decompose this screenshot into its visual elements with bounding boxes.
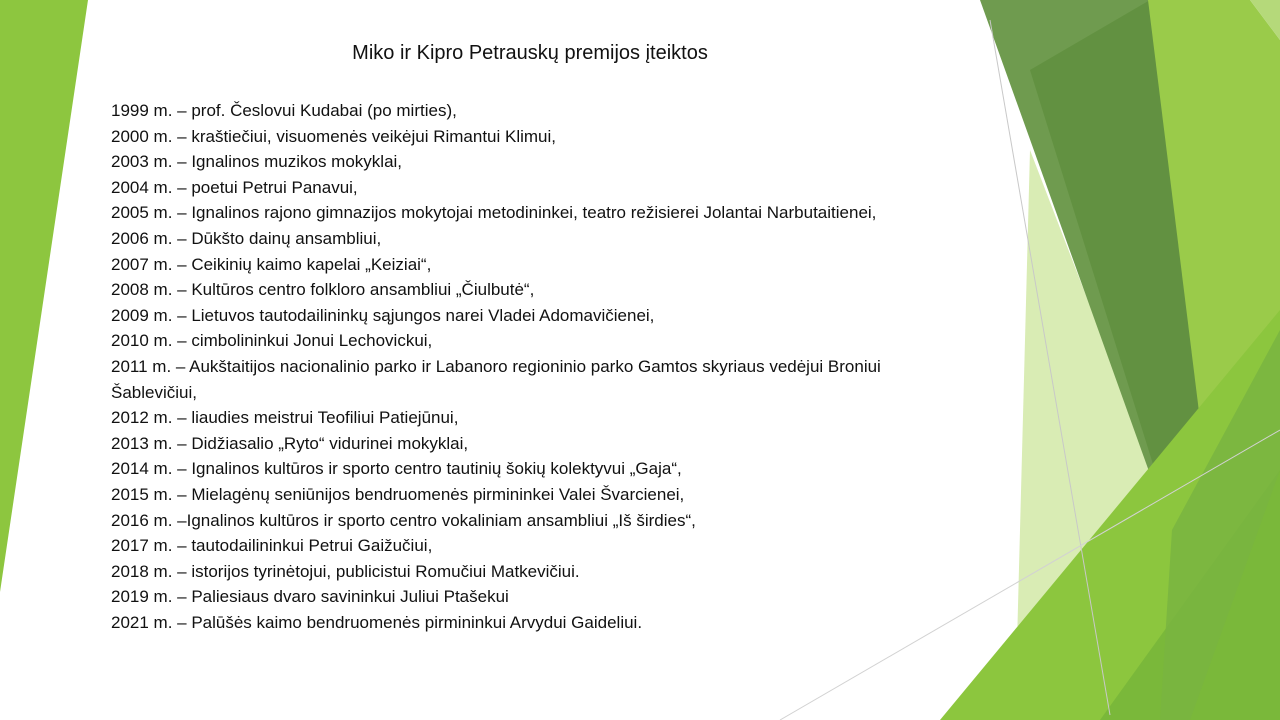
thin-line-1 xyxy=(990,20,1110,715)
award-item: 2010 m. – cimbolininkui Jonui Lechovickui, xyxy=(111,331,433,351)
award-item: 2013 m. – Didžiasalio „Ryto“ vidurinei mokyklai, xyxy=(111,433,469,453)
bottom-green-triangle xyxy=(940,310,1280,720)
right-olive-dark-facet xyxy=(1030,0,1235,525)
bottom-mid-facet xyxy=(1100,470,1280,720)
award-item: 2009 m. – Lietuvos tautodailininkų sąjungos narei Vladei Adomavičienei, xyxy=(111,305,655,325)
award-item: 2008 m. – Kultūros centro folkloro ansambliui „Čiulbutė“, xyxy=(111,280,535,300)
award-item: 2003 m. – Ignalinos muzikos mokyklai, xyxy=(111,152,403,172)
right-bright-strip xyxy=(1148,0,1280,560)
left-green-shard xyxy=(0,0,88,592)
right-top-corner xyxy=(1250,0,1280,40)
award-item: 2015 m. – Mielagėnų seniūnijos bendruomenės pirmininkei Valei Švarcienei, xyxy=(111,484,685,504)
award-item: 1999 m. – prof. Česlovui Kudabai (po mirties), xyxy=(111,101,457,120)
award-item: 2012 m. – liaudies meistrui Teofiliui Patiejūnui, xyxy=(111,408,459,428)
award-item: 2000 m. – kraštiečiui, visuomenės veikėjui Rimantui Klimui, xyxy=(111,126,557,146)
award-item: 2021 m. – Palūšės kaimo bendruomenės pirmininkui Arvydui Gaideliui. xyxy=(111,612,643,632)
right-light-facet xyxy=(1015,150,1180,720)
award-item: 2006 m. – Dūkšto dainų ansambliui, xyxy=(111,228,382,248)
award-item: 2014 m. – Ignalinos kultūros ir sporto centro tautinių šokių kolektyvui „Gaja“, xyxy=(111,459,682,479)
bottom-dark-sliver xyxy=(1160,330,1280,720)
award-item: 2018 m. – istorijos tyrinėtojui, publicistui Romučiui Matkevičiui. xyxy=(111,561,580,581)
award-item: 2017 m. – tautodailininkui Petrui Gaižučiui, xyxy=(111,536,433,556)
award-item: 2019 m. – Paliesiaus dvaro savininkui Juliui Ptašekui xyxy=(111,587,509,607)
award-item: 2005 m. – Ignalinos rajono gimnazijos mokytojai metodininkei, teatro režisierei Jolantai Narbutaitienei, xyxy=(111,203,877,223)
right-pale-facet xyxy=(1110,120,1280,720)
slide-title: Miko ir Kipro Petrauskų premijos įteiktos xyxy=(352,42,708,64)
award-item: 2016 m. –Ignalinos kultūros ir sporto centro vokaliniam ansambliui „Iš širdies“, xyxy=(111,510,696,530)
award-item: 2007 m. – Ceikinių kaimo kapelai „Keiziai“, xyxy=(111,254,432,274)
award-item: 2011 m. – Aukštaitijos nacionalinio parko ir Labanoro regioninio parko Gamtos skyriaus vedėjui Broniui Šablevičiui, xyxy=(111,356,881,402)
award-item: 2004 m. – poetui Petrui Panavui, xyxy=(111,177,358,197)
right-olive-facet xyxy=(980,0,1235,530)
awards-list xyxy=(111,98,951,635)
